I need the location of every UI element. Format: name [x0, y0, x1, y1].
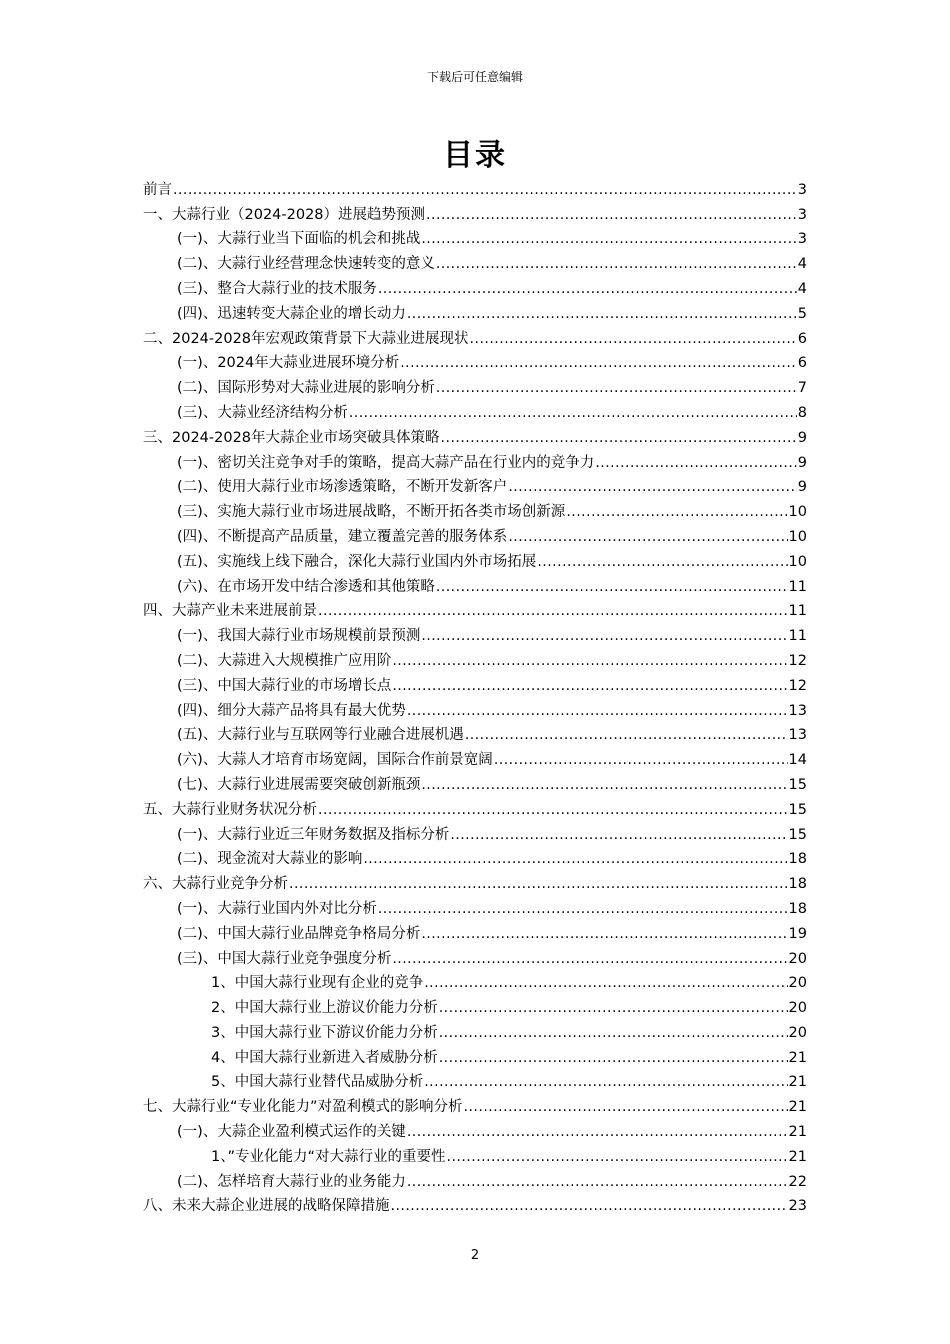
toc-leader-dots — [537, 552, 787, 572]
toc-entry-text: (二)、大蒜进入大规模推广应用阶 — [177, 652, 392, 669]
toc-entry-text: 六、大蒜行业竞争分析 — [143, 876, 288, 893]
toc-entry[interactable] — [143, 919, 807, 944]
toc-entry-text: (三)、大蒜业经济结构分析 — [177, 404, 348, 421]
toc-entry-page: 21 — [788, 1074, 807, 1091]
toc-entry-text: 1、”专业化能力“对大蒜行业的重要性 — [211, 1148, 446, 1165]
toc-leader-dots — [465, 725, 788, 745]
toc-leader-dots — [173, 180, 797, 200]
toc-entry[interactable] — [143, 621, 807, 646]
toc-entry-text: (六)、大蒜人才培育市场宽阔，国际合作前景宽阔 — [177, 752, 493, 769]
toc-entry-page: 3 — [797, 181, 807, 198]
toc-entry[interactable] — [143, 646, 807, 671]
toc-entry-text: (三)、实施大蒜行业市场进展战略，不断开拓各类市场创新源 — [177, 504, 566, 521]
toc-leader-dots — [289, 874, 788, 894]
toc-leader-dots — [421, 626, 787, 646]
toc-entry[interactable] — [143, 1043, 807, 1068]
toc-entry[interactable] — [143, 398, 807, 423]
toc-entry-text: (二)、国际形势对大蒜业进展的影响分析 — [177, 380, 435, 397]
toc-entry-page: 21 — [788, 1124, 807, 1141]
toc-entry-page: 3 — [797, 231, 807, 248]
toc-leader-dots — [436, 378, 797, 398]
toc-entry-page: 9 — [797, 454, 807, 471]
toc-entry-page: 21 — [788, 1049, 807, 1066]
toc-leader-dots — [441, 428, 797, 448]
toc-entry-text: (一)、密切关注竞争对手的策略，提高大蒜产品在行业内的竞争力 — [177, 454, 595, 471]
toc-entry-page: 13 — [788, 727, 807, 744]
toc-entry[interactable] — [143, 1167, 807, 1192]
toc-leader-dots — [349, 403, 797, 423]
toc-entry-page: 5 — [797, 305, 807, 322]
toc-leader-dots — [421, 229, 796, 249]
toc-entry-page: 20 — [788, 975, 807, 992]
toc-entry[interactable] — [143, 671, 807, 696]
toc-entry[interactable] — [143, 522, 807, 547]
toc-entry[interactable] — [143, 547, 807, 572]
toc-leader-dots — [407, 1172, 788, 1192]
toc-leader-dots — [595, 453, 796, 473]
toc-leader-dots — [363, 849, 787, 869]
toc-entry[interactable] — [143, 373, 807, 398]
toc-entry[interactable] — [143, 845, 807, 870]
toc-entry[interactable] — [143, 423, 807, 448]
toc-leader-dots — [436, 577, 788, 597]
toc-leader-dots — [400, 353, 797, 373]
toc-entry[interactable] — [143, 993, 807, 1018]
toc-entry-text: (六)、在市场开发中结合渗透和其他策略 — [177, 578, 435, 595]
toc-entry[interactable] — [143, 770, 807, 795]
toc-leader-dots — [318, 601, 788, 621]
toc-entry-page: 9 — [797, 429, 807, 446]
toc-leader-dots — [424, 973, 787, 993]
toc-entry-text: 前言 — [143, 181, 172, 198]
toc-leader-dots — [391, 1196, 788, 1216]
toc-entry[interactable] — [143, 894, 807, 919]
toc-entry[interactable] — [143, 200, 807, 225]
toc-leader-dots — [378, 279, 797, 299]
toc-entry-text: (二)、使用大蒜行业市场渗透策略，不断开发新客户 — [177, 479, 508, 496]
toc-entry-text: (三)、整合大蒜行业的技术服务 — [177, 280, 377, 297]
toc-entry-text: (一)、大蒜行业近三年财务数据及指标分析 — [177, 826, 450, 843]
toc-entry[interactable] — [143, 721, 807, 746]
toc-entry-page: 11 — [788, 578, 807, 595]
toc-entry[interactable] — [143, 1192, 807, 1217]
toc-leader-dots — [464, 1097, 788, 1117]
toc-entry-page: 9 — [797, 479, 807, 496]
toc-entry-page: 15 — [788, 776, 807, 793]
toc-entry-page: 8 — [797, 404, 807, 421]
toc-entry-text: (五)、实施线上线下融合，深化大蒜行业国内外市场拓展 — [177, 553, 537, 570]
toc-entry[interactable] — [143, 299, 807, 324]
toc-leader-dots — [407, 701, 788, 721]
toc-entry-page: 11 — [788, 628, 807, 645]
toc-leader-dots — [450, 825, 787, 845]
table-of-contents — [143, 175, 807, 1216]
toc-leader-dots — [494, 750, 788, 770]
toc-entry-text: (四)、不断提高产品质量，建立覆盖完善的服务体系 — [177, 528, 508, 545]
toc-leader-dots — [439, 1048, 788, 1068]
toc-leader-dots — [378, 899, 788, 919]
toc-entry-text: (二)、中国大蒜行业品牌竞争格局分析 — [177, 925, 421, 942]
toc-entry-page: 3 — [797, 206, 807, 223]
toc-entry[interactable] — [143, 225, 807, 250]
toc-leader-dots — [439, 1023, 788, 1043]
toc-entry-text: (三)、中国大蒜行业的市场增长点 — [177, 677, 392, 694]
toc-entry-page: 10 — [788, 528, 807, 545]
toc-entry-text: (四)、迅速转变大蒜企业的增长动力 — [177, 305, 406, 322]
toc-entry-text: (三)、中国大蒜行业竞争强度分析 — [177, 950, 392, 967]
toc-leader-dots — [407, 304, 797, 324]
toc-entry-page: 14 — [788, 752, 807, 769]
toc-entry-text: 2、中国大蒜行业上游议价能力分析 — [211, 1000, 438, 1017]
toc-entry-text: 五、大蒜行业财务状况分析 — [143, 801, 317, 818]
toc-entry-text: (二)、现金流对大蒜业的影响 — [177, 851, 363, 868]
toc-entry-text: (一)、2024年大蒜业进展环境分析 — [177, 355, 400, 372]
toc-entry[interactable] — [143, 969, 807, 994]
toc-entry-text: 二、2024-2028年宏观政策背景下大蒜业进展现状 — [143, 330, 469, 347]
toc-entry-page: 10 — [788, 553, 807, 570]
toc-entry-text: (五)、大蒜行业与互联网等行业融合进展机遇 — [177, 727, 464, 744]
toc-entry-text: 3、中国大蒜行业下游议价能力分析 — [211, 1024, 438, 1041]
toc-entry-page: 18 — [788, 876, 807, 893]
toc-entry-text: 七、大蒜行业“专业化能力”对盈利模式的影响分析 — [143, 1099, 463, 1116]
toc-entry-text: (七)、大蒜行业进展需要突破创新瓶颈 — [177, 776, 421, 793]
toc-entry[interactable] — [143, 944, 807, 969]
toc-entry-page: 20 — [788, 1024, 807, 1041]
toc-leader-dots — [318, 800, 788, 820]
toc-entry-page: 15 — [788, 801, 807, 818]
toc-entry[interactable] — [143, 473, 807, 498]
toc-entry-page: 21 — [788, 1099, 807, 1116]
toc-entry[interactable] — [143, 745, 807, 770]
toc-entry-page: 4 — [797, 280, 807, 297]
toc-leader-dots — [392, 676, 787, 696]
toc-entry[interactable] — [143, 597, 807, 622]
toc-leader-dots — [421, 924, 787, 944]
toc-entry-page: 11 — [788, 603, 807, 620]
toc-entry[interactable] — [143, 869, 807, 894]
toc-entry-text: (二)、大蒜行业经营理念快速转变的意义 — [177, 256, 435, 273]
toc-entry-page: 18 — [788, 851, 807, 868]
toc-leader-dots — [508, 477, 796, 497]
toc-entry[interactable] — [143, 1142, 807, 1167]
toc-entry-page: 4 — [797, 256, 807, 273]
toc-entry-page: 12 — [788, 652, 807, 669]
toc-leader-dots — [470, 329, 797, 349]
toc-entry[interactable] — [143, 249, 807, 274]
toc-leader-dots — [566, 502, 787, 522]
toc-entry-text: 三、2024-2028年大蒜企业市场突破具体策略 — [143, 429, 440, 446]
toc-entry-page: 15 — [788, 826, 807, 843]
toc-entry-page: 12 — [788, 677, 807, 694]
toc-entry-page: 10 — [788, 504, 807, 521]
toc-entry[interactable] — [143, 795, 807, 820]
toc-entry-text: (二)、怎样培育大蒜行业的业务能力 — [177, 1173, 406, 1190]
toc-entry[interactable] — [143, 1092, 807, 1117]
toc-entry-page: 13 — [788, 702, 807, 719]
toc-entry[interactable] — [143, 175, 807, 200]
toc-entry[interactable] — [143, 448, 807, 473]
toc-entry-text: 四、大蒜产业未来进展前景 — [143, 603, 317, 620]
toc-entry-page: 22 — [788, 1173, 807, 1190]
toc-entry[interactable] — [143, 1117, 807, 1142]
toc-entry-page: 23 — [788, 1198, 807, 1215]
toc-entry[interactable] — [143, 1018, 807, 1043]
toc-entry-text: 1、中国大蒜行业现有企业的竞争 — [211, 975, 424, 992]
toc-leader-dots — [447, 1147, 788, 1167]
page-number: 2 — [470, 1248, 480, 1263]
toc-leader-dots — [426, 205, 797, 225]
toc-entry[interactable] — [143, 572, 807, 597]
toc-leader-dots — [436, 254, 797, 274]
toc-leader-dots — [407, 1122, 788, 1142]
toc-leader-dots — [421, 775, 787, 795]
toc-entry[interactable] — [143, 1068, 807, 1093]
header-note: 下载后可任意编辑 — [426, 70, 523, 84]
toc-entry-text: (一)、大蒜行业当下面临的机会和挑战 — [177, 231, 421, 248]
toc-entry-text: 一、大蒜行业（2024-2028）进展趋势预测 — [143, 206, 426, 223]
toc-entry[interactable] — [143, 497, 807, 522]
toc-entry-page: 20 — [788, 950, 807, 967]
toc-entry-text: 4、中国大蒜行业新进入者威胁分析 — [211, 1049, 438, 1066]
toc-entry-text: (一)、大蒜企业盈利模式运作的关键 — [177, 1124, 406, 1141]
toc-entry-text: (四)、细分大蒜产品将具有最大优势 — [177, 702, 406, 719]
toc-leader-dots — [392, 949, 787, 969]
toc-entry-page: 21 — [788, 1148, 807, 1165]
toc-leader-dots — [424, 1072, 787, 1092]
toc-leader-dots — [508, 527, 787, 547]
toc-entry[interactable] — [143, 696, 807, 721]
toc-entry[interactable] — [143, 324, 807, 349]
toc-entry-page: 6 — [797, 355, 807, 372]
toc-entry-text: 5、中国大蒜行业替代品威胁分析 — [211, 1074, 424, 1091]
toc-entry[interactable] — [143, 820, 807, 845]
toc-entry-text: (一)、我国大蒜行业市场规模前景预测 — [177, 628, 421, 645]
toc-leader-dots — [439, 998, 788, 1018]
toc-entry-page: 19 — [788, 925, 807, 942]
page-title: 目录 — [443, 138, 507, 173]
toc-entry-page: 7 — [797, 380, 807, 397]
toc-leader-dots — [392, 651, 787, 671]
toc-entry-text: (一)、大蒜行业国内外对比分析 — [177, 900, 377, 917]
toc-entry[interactable] — [143, 349, 807, 374]
toc-entry-page: 6 — [797, 330, 807, 347]
toc-entry-page: 20 — [788, 1000, 807, 1017]
toc-entry-text: 八、未来大蒜企业进展的战略保障措施 — [143, 1198, 390, 1215]
toc-entry-page: 18 — [788, 900, 807, 917]
toc-entry[interactable] — [143, 274, 807, 299]
